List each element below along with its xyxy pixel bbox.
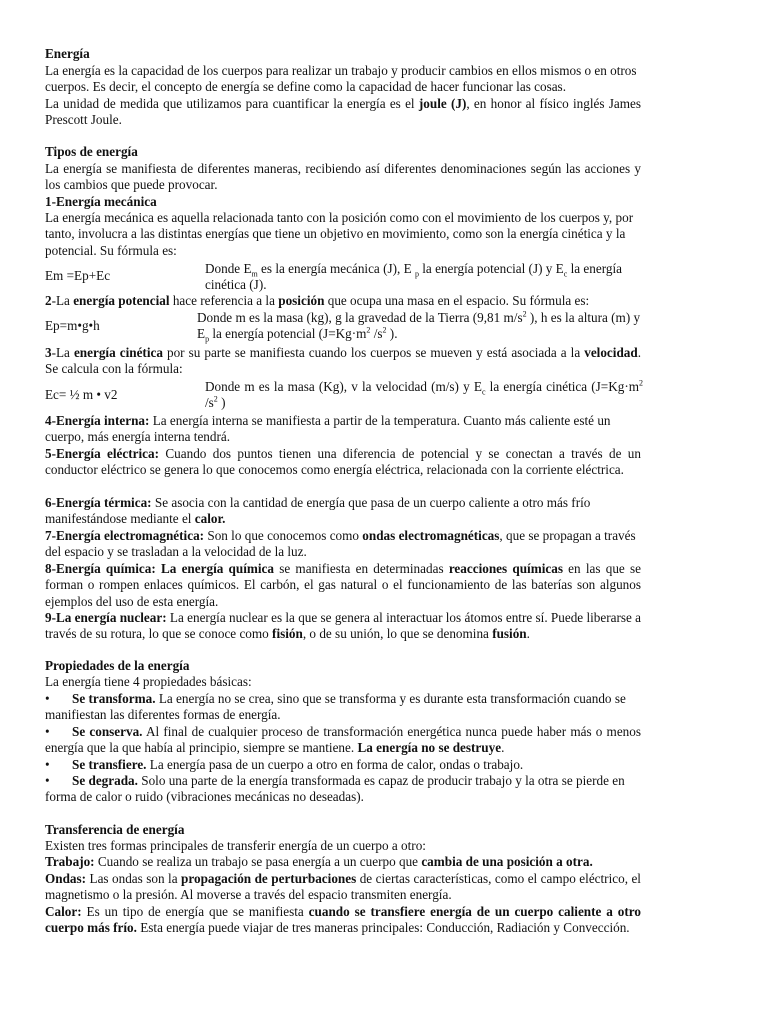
section-title-tipos: Tipos de energía (45, 144, 138, 159)
formula-mecanica: Em =Ep+Ec (45, 268, 111, 283)
nuclear-text: 9-La energía nuclear: La energía nuclear es la que se genera al interactuar los átomos entre sí. Puede liberarse a través de su rotura, lo que se conoce como fisión, o de su unión, lo que se denomina fusión. (45, 610, 641, 642)
formula-potencial-description: Donde m es la masa (kg), g la gravedad de la Tierra (9,81 $m/s^2$ ), h es la altura (m) y $E_p$ la energía potencial ($J=Kg\cdot m^2$ $/s^2$ ). (197, 309, 641, 344)
electrica-text: 5-Energía eléctrica: Cuando dos puntos tienen una diferencia de potencial y se conectan a través de un conductor eléctrico se genera lo que conocemos como energía eléctrica, relacionada con la corriente eléctrica. (45, 446, 641, 478)
bullet-icon: • (45, 691, 50, 706)
calor-text: Calor: Es un tipo de energía que se manifiesta cuando se transfiere energía de un cuerpo caliente a otro cuerpo más frío. Esta energía puede viajar de tres maneras principales: Conducción, Radiación y Convección. (45, 904, 641, 936)
quimica-text: 8-Energía química: La energía química se manifiesta en determinadas reacciones químicas en las que se forman o rompen enlaces químicos. El carbón, el gas natural o el funcionamiento de las baterías son algunos ejemplos del uso de esta energía. (45, 561, 641, 609)
ondas-text: Ondas: Las ondas son la propagación de perturbaciones de ciertas características, como el campo eléctrico, el magnetismo o la presión. Al moverse a través del espacio transmiten energía. (45, 871, 641, 903)
formula-cinetica: Ec= ½ m • v2 (45, 387, 118, 402)
list-item: • Se transfiere. La energía pasa de un cuerpo a otro en forma de calor, ondas o trabajo. (45, 757, 524, 772)
interna-text: 4-Energía interna: La energía interna se manifiesta a partir de la temperatura. Cuanto más caliente esté un cuerpo, más energía interna tendrá. (45, 413, 611, 445)
list-item: • Se conserva. Al final de cualquier proceso de transformación energética nunca puede haber más o menos energía que la que había al principio, siempre se mantiene. La energía no se destruye. (45, 724, 641, 756)
energia-paragraph-2: La unidad de medida que utilizamos para cuantificar la energía es el joule (J), en honor al físico inglés James Prescott Joule. (45, 96, 641, 128)
bullet-icon: • (45, 773, 50, 788)
bullet-icon: • (45, 724, 50, 739)
potencial-text: 2-La energía potencial hace referencia a la posición que ocupa una masa en el espacio. Su fórmula es: (45, 293, 590, 308)
section-title-energia: Energía (45, 46, 90, 61)
propiedades-intro: La energía tiene 4 propiedades básicas: (45, 674, 252, 689)
list-item: • Se transforma. La energía no se crea, sino que se transforma y es durante esta transformación cuando se manifiestan las diferentes formas de energía. (45, 691, 626, 723)
section-title-propiedades: Propiedades de la energía (45, 658, 190, 673)
formula-cinetica-description: Donde m es la masa (Kg), v la velocidad (m/s) y $E_c$ la energía cinética ($J=Kg\cdot m^2$ $/s^2$ ) (205, 378, 644, 411)
formula-mecanica-description: Donde $E_m$ es la energía mecánica (J), E $_p$ la energía potencial (J) y $E_c$ la energía cinética (J). (205, 261, 622, 293)
tipos-intro: La energía se manifiesta de diferentes maneras, recibiendo así diferentes denominaciones según las acciones y los cambios que puede provocar. (45, 161, 641, 193)
formula-potencial: Ep=m•g•h (45, 318, 100, 333)
subtitle-energia-mecanica: 1-Energía mecánica (45, 194, 157, 209)
energia-paragraph-1: La energía es la capacidad de los cuerpos para realizar un trabajo y producir cambios en ellos mismos o en otros cuerpos. Es decir, el concepto de energía se define como la capacidad de hacer funcionar las cosas. (45, 63, 637, 95)
list-item: • Se degrada. Solo una parte de la energía transformada es capaz de producir trabajo y la otra se pierde en forma de calor o ruido (vibraciones mecánicas no deseadas). (45, 773, 625, 805)
electromagnetica-text: 7-Energía electromagnética: Son lo que conocemos como ondas electromagnéticas, que se propagan a través del espacio y se trasladan a la velocidad de la luz. (45, 528, 636, 560)
section-title-transferencia: Transferencia de energía (45, 822, 185, 837)
termica-text: 6-Energía térmica: Se asocia con la cantidad de energía que pasa de un cuerpo caliente a otro más frío manifestándose mediante el calor. (45, 495, 591, 527)
bullet-icon: • (45, 757, 50, 772)
transferencia-intro: Existen tres formas principales de transferir energía de un cuerpo a otro: (45, 838, 426, 853)
cinetica-text: 3-La energía cinética por su parte se manifiesta cuando los cuerpos se mueven y está asociada a la velocidad. Se calcula con la fórmula: (45, 345, 641, 377)
mecanica-text: La energía mecánica es aquella relacionada tanto con la posición como con el movimiento de los cuerpos y, por tanto, involucra a las distintas energías que tiene un objetivo en movimiento, como son la energía cinética y la potencial. Su fórmula es: (45, 210, 634, 258)
trabajo-text: Trabajo: Cuando se realiza un trabajo se pasa energía a un cuerpo que cambia de una posición a otra. (45, 854, 593, 869)
